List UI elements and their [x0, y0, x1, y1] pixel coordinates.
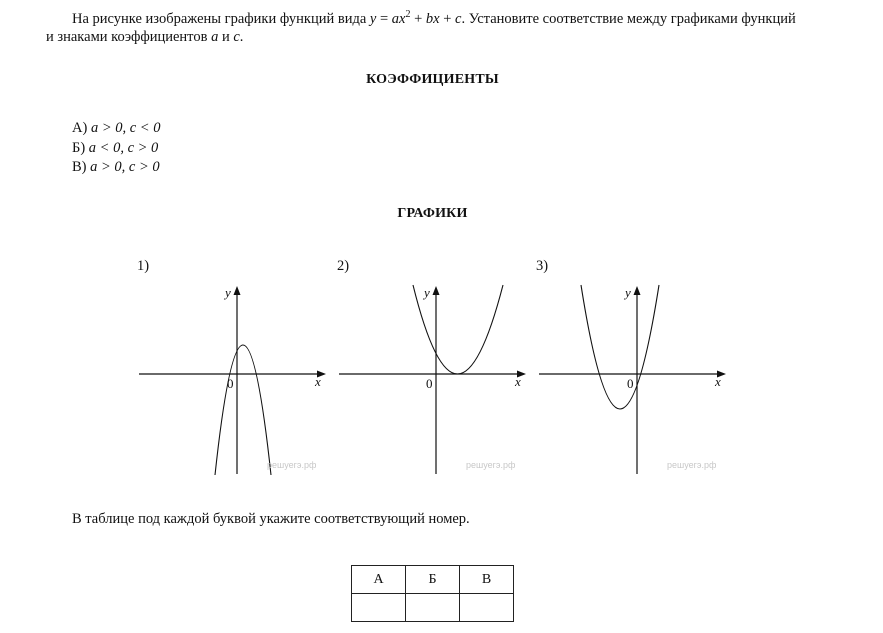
origin-label: 0 [227, 376, 234, 391]
parabola-curve [581, 285, 659, 409]
formula-bx: bx [425, 10, 440, 27]
coef-a: a [211, 28, 219, 45]
answer-cell-v[interactable] [460, 594, 514, 622]
option-condition: a > 0, c < 0 [90, 120, 161, 136]
origin-label: 0 [627, 376, 634, 391]
x-axis-label: x [315, 374, 321, 389]
option-letter: В) [72, 159, 87, 175]
task-statement [46, 6, 846, 46]
x-axis-label: x [715, 374, 721, 389]
answer-cell-b[interactable] [406, 594, 460, 622]
answer-table [351, 565, 514, 622]
option-letter: А) [72, 120, 88, 136]
y-axis-arrow [433, 286, 440, 295]
intro-line2-start: и знаками коэффициентов [46, 28, 212, 45]
y-axis-label: y [225, 285, 231, 300]
option-v [72, 158, 160, 177]
graph-2 [339, 282, 529, 476]
graph-2-number: 2) [337, 258, 350, 274]
watermark: решуегэ.рф [267, 460, 317, 470]
y-axis-arrow [234, 286, 241, 295]
graphs-heading: ГРАФИКИ [397, 206, 468, 221]
instruction-text: В таблице под каждой буквой укажите соответствующий номер. [72, 511, 470, 527]
answer-header-a: А [352, 566, 406, 594]
graph-1-number: 1) [137, 258, 150, 274]
watermark: решуегэ.рф [667, 460, 717, 470]
watermark: решуегэ.рф [466, 460, 516, 470]
intro-text-start: На рисунке изображены графики функций вида [72, 10, 370, 27]
answer-table-header-row [352, 566, 514, 594]
answer-header-b: Б [406, 566, 460, 594]
formula-c: c [455, 10, 462, 27]
origin-label: 0 [426, 376, 433, 391]
option-a [72, 119, 160, 138]
coefficients-heading: КОЭФФИЦИЕНТЫ [366, 72, 499, 87]
intro-text-end: . Установите соответствие между графиками функций [461, 10, 796, 27]
y-axis-label: y [625, 285, 631, 300]
coef-c: c [233, 28, 240, 45]
answer-cell-a[interactable] [352, 594, 406, 622]
formula-ax: ax [391, 10, 406, 27]
formula-plus: + [439, 10, 456, 27]
option-letter: Б) [72, 140, 86, 156]
formula-plus: + [410, 10, 426, 27]
graph-3-number: 3) [536, 258, 549, 274]
answer-table-input-row [352, 594, 514, 622]
answer-header-v: В [460, 566, 514, 594]
option-condition: a > 0, c > 0 [90, 159, 160, 175]
intro-line2-end: . [239, 28, 244, 45]
formula-y: y [369, 10, 377, 27]
graph-3 [539, 282, 729, 476]
intro-line2-and: и [218, 28, 234, 45]
y-axis-label: y [424, 285, 430, 300]
parabola-curve [215, 345, 271, 475]
formula-sup: 2 [405, 9, 411, 20]
option-condition: a < 0, c > 0 [88, 140, 159, 156]
y-axis-arrow [634, 286, 641, 295]
option-b [72, 139, 158, 158]
graph-1 [139, 282, 329, 476]
formula-eq: = [376, 10, 392, 27]
x-axis-label: x [515, 374, 521, 389]
